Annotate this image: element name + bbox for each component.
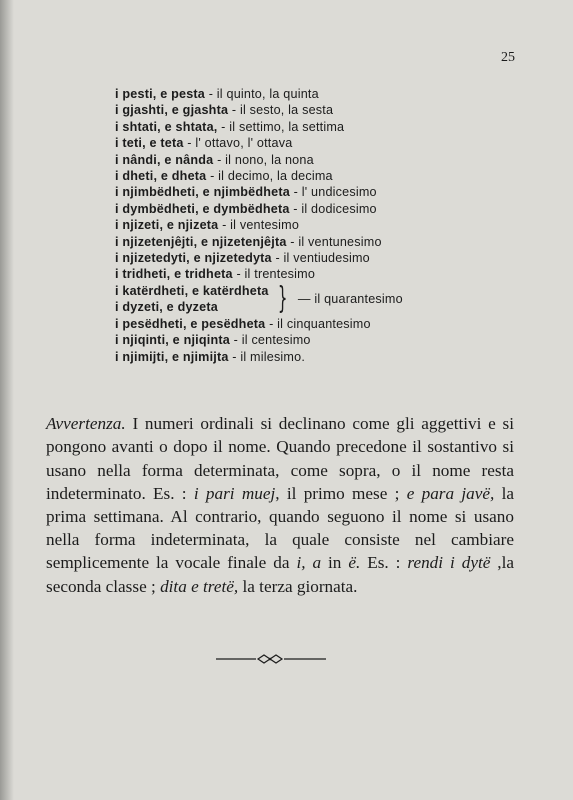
ordinal-row: i teti, e teta - l' ottavo, l' ottava — [115, 136, 293, 151]
ordinal-row: i pesti, e pesta - il quinto, la quinta — [115, 87, 319, 101]
ordinal-row: i njizeti, e njizeta - il ventesimo — [115, 218, 300, 233]
ordinal-row: i dheti, e dheta - il decimo, la decima — [115, 169, 333, 184]
ordinal-pair-terms — [115, 283, 269, 316]
ordinal-row: i njizetenjêjti, e njizetenjêjta - il ventunesimo — [115, 234, 382, 249]
ordinal-row: i nândi, e nânda - il nono, la nona — [115, 152, 314, 167]
paragraph-lead: Avvertenza. — [46, 414, 126, 434]
ordinal-row: i njimijti, e njimijta - il milesimo. — [115, 349, 306, 364]
section-end-ornament — [216, 652, 326, 666]
ordinal-row: i tridheti, e tridheta - il trentesimo — [115, 267, 316, 282]
ordinal-row: i shtati, e shtata, - il settimo, la settima — [115, 119, 345, 134]
avvertenza-paragraph: Avvertenza. I numeri ordinali si declinano come gli aggettivi e si pongono avanti o dopo il nome. Quando precedone il sostantivo si usano nella forma determinata, come sopra, o il nome resta indeterminato. Es. : i pari muej, il primo mese ; e para javë, la prima settimana. Al contrario, quando seguono il nome si usano nella forma indeterminata, la quale consiste nel cambiare semplicemente la vocale finale da i, a in ë. Es. : rendi i dytë ,la seconda classe ; dita e tretë, la terza giornata. — [46, 414, 515, 596]
pair-term-2: i dyzeti, e dyzeta — [115, 300, 218, 315]
ordinal-row: i pesëdheti, e pesëdheta - il cinquantesimo — [115, 316, 371, 331]
ordinal-row: i gjashti, e gjashta - il sesto, la sesta — [115, 103, 334, 118]
ordinal-pair-row — [115, 283, 475, 316]
page-number: 25 — [501, 50, 515, 65]
ordinal-row: i njizetedyti, e njizetedyta - il ventiudesimo — [115, 251, 370, 266]
pair-translation: — il quarantesimo — [297, 292, 403, 307]
page-fold-shadow — [0, 0, 14, 800]
right-brace: } — [277, 281, 288, 317]
ordinal-list — [115, 86, 475, 365]
ordinal-row: i njiqinti, e njiqinta - il centesimo — [115, 333, 311, 348]
ordinal-row: i dymbëdheti, e dymbëdheta - il dodicesimo — [115, 201, 377, 216]
ordinal-row: i njimbëdheti, e njimbëdheta - l' undicesimo — [115, 185, 377, 200]
pair-term-1: i katërdheti, e katërdheta — [115, 283, 269, 298]
